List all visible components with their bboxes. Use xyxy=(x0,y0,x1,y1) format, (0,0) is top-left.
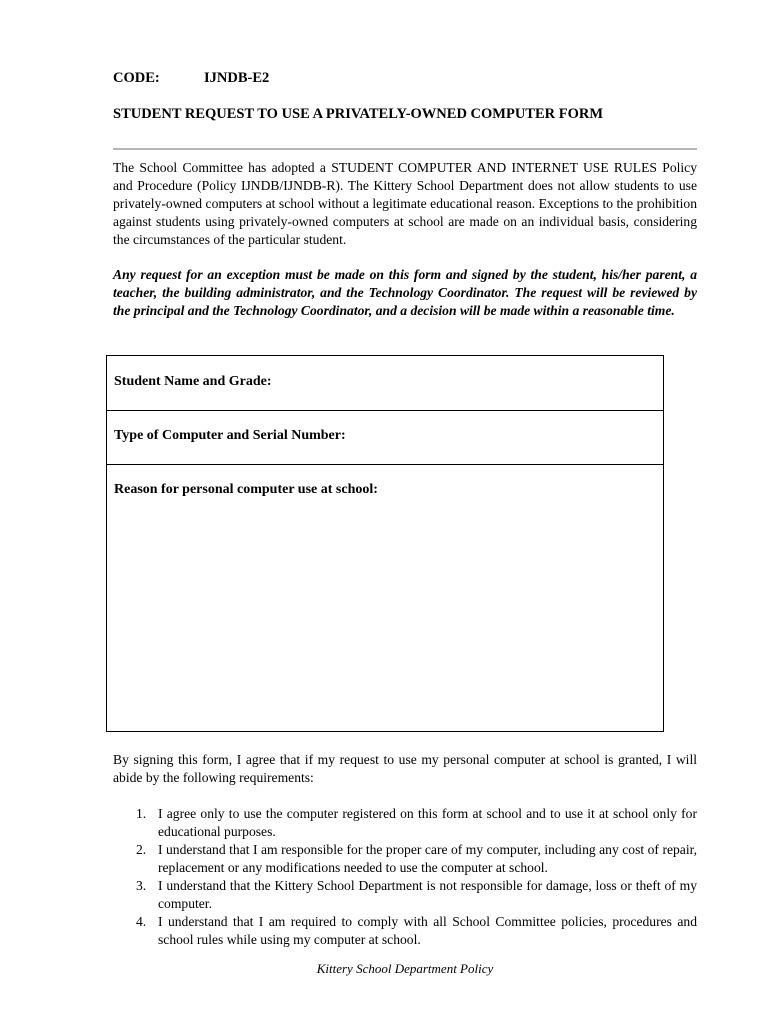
reason-label: Reason for personal computer use at school: xyxy=(114,482,378,497)
computer-type-label: Type of Computer and Serial Number: xyxy=(114,428,346,443)
list-item-text: I understand that I am responsible for the proper care of my computer, including any cost of repair, replacement or any modifications needed to use the computer at school. xyxy=(158,842,697,875)
list-item-text: I understand that I am required to comply with all School Committee policies, procedures and school rules while using my computer at school. xyxy=(158,914,697,947)
exception-notice: Any request for an exception must be made on this form and signed by the student, his/her parent, a teacher, the building administrator, and the Technology Coordinator. The request will be reviewed by the principal and the Technology Coordinator, and a decision will be made within a reasonable time. xyxy=(113,267,697,318)
reason-field[interactable] xyxy=(107,464,663,731)
code-value: IJNDB-E2 xyxy=(204,70,270,86)
list-item-number: 4. xyxy=(136,914,147,929)
requirements-list xyxy=(113,805,697,949)
list-item-number: 1. xyxy=(136,806,147,821)
code-label: CODE: xyxy=(113,70,160,86)
list-item xyxy=(113,841,697,877)
intro-paragraph: The School Committee has adopted a STUDENT COMPUTER AND INTERNET USE RULES Policy and Procedure (Policy IJNDB/IJNDB-R). The Kittery School Department does not allow students to use privately-owned computers at school without a legitimate educational reason. Exceptions to the prohibition against students using privately-owned computers at school are made on an individual basis, considering the circumstances of the particular student. xyxy=(113,160,697,247)
list-item-number: 3. xyxy=(136,878,147,893)
divider xyxy=(113,148,697,150)
form-title: STUDENT REQUEST TO USE A PRIVATELY-OWNED COMPUTER FORM xyxy=(113,106,604,122)
request-form-table xyxy=(106,355,664,732)
list-item xyxy=(113,805,697,841)
agreement-intro: By signing this form, I agree that if my request to use my personal computer at school is granted, I will abide by the following requirements: xyxy=(113,752,697,785)
computer-type-field[interactable] xyxy=(107,410,663,465)
list-item-text: I agree only to use the computer registered on this form at school and to use it at school only for educational purposes. xyxy=(158,806,697,839)
page-footer: Kittery School Department Policy xyxy=(316,961,494,976)
list-item-text: I understand that the Kittery School Department is not responsible for damage, loss or theft of my computer. xyxy=(158,878,697,911)
list-item xyxy=(113,877,697,913)
student-name-field[interactable] xyxy=(107,356,663,411)
list-item xyxy=(113,913,697,949)
code-line xyxy=(113,70,270,87)
student-name-label: Student Name and Grade: xyxy=(114,374,272,389)
list-item-number: 2. xyxy=(136,842,147,857)
